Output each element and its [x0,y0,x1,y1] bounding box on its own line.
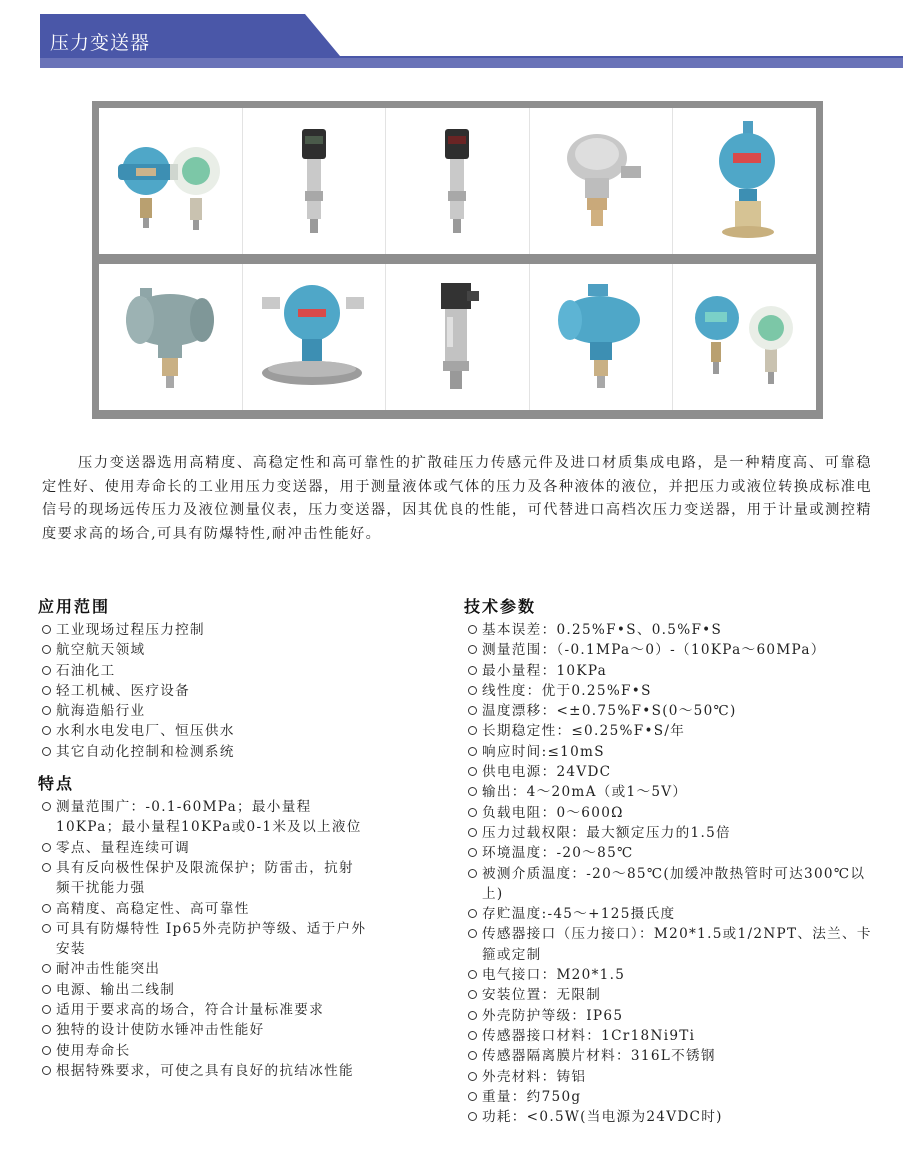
twin-transmitter-icon [110,126,230,236]
list-item: 电气接口：M20*1.5 [464,965,884,985]
product-image [673,108,816,254]
list-item: 压力过载权限：最大额定压力的1.5倍 [464,823,884,843]
list-item: 具有反向极性保护及限流保护；防雷击，抗射频干扰能力强 [38,858,368,899]
list-item: 零点、量程连续可调 [38,838,368,858]
specs-list [464,620,884,1127]
list-item: 独特的设计使防水锤冲击性能好 [38,1020,368,1040]
diaphragm-flange-transmitter-icon [254,277,374,397]
list-item: 高精度、高稳定性、高可靠性 [38,899,368,919]
list-item: 传感器接口（压力接口）：M20*1.5或1/2NPT、法兰、卡箍或定制 [464,924,884,965]
application-list [38,620,368,762]
list-item: 环境温度：-20～85℃ [464,843,884,863]
list-item: 供电电源：24VDC [464,762,884,782]
list-item: 存贮温度:-45～+125摄氏度 [464,904,884,924]
list-item: 水利水电发电厂、恒压供水 [38,721,368,741]
left-column [38,594,368,1081]
list-item: 石油化工 [38,661,368,681]
product-image [530,108,674,254]
compact-sensor-icon [284,121,344,241]
plug-connector-sensor-icon [417,277,497,397]
list-item: 测量范围：（-0.1MPa～0）-（10KPa～60MPa） [464,640,884,660]
list-item: 被测介质温度：-20～85℃(加缓冲散热管时可达300℃以上) [464,864,884,905]
list-item: 功耗：<0.5W(当电源为24VDC时) [464,1107,884,1127]
product-image [99,108,243,254]
product-image [386,264,530,410]
product-image [99,264,243,410]
list-item: 传感器隔离膜片材料：316L不锈钢 [464,1046,884,1066]
application-title: 应用范围 [38,597,111,616]
list-item: 输出：4～20mA（或1～5V） [464,782,884,802]
list-item: 温度漂移：<±0.75%F•S(0～50℃) [464,701,884,721]
list-item: 测量范围广：-0.1-60MPa；最小量程10KPa；最小量程10KPa或0-1米及以上液位 [38,797,368,838]
list-item: 外壳防护等级：IP65 [464,1006,884,1026]
gallery-row-1 [99,108,816,254]
list-item: 负载电阻：0～600Ω [464,803,884,823]
list-item: 安装位置：无限制 [464,985,884,1005]
specs-title: 技术参数 [464,597,537,616]
compact-sensor-icon [427,121,487,241]
list-item: 使用寿命长 [38,1041,368,1061]
product-image [386,108,530,254]
list-item: 响应时间:≤10mS [464,742,884,762]
gallery-row-2 [99,264,816,410]
list-item: 长期稳定性：≤0.25%F•S/年 [464,721,884,741]
features-list [38,797,368,1081]
list-item: 电源、输出二线制 [38,980,368,1000]
list-item: 传感器接口材料：1Cr18Ni9Ti [464,1026,884,1046]
product-image [530,264,674,410]
list-item: 基本误差：0.25%F•S、0.5%F•S [464,620,884,640]
list-item: 轻工机械、医疗设备 [38,681,368,701]
right-column [464,594,884,1127]
product-image [673,264,816,410]
list-item: 适用于要求高的场合，符合计量标准要求 [38,1000,368,1020]
junction-head-transmitter-icon [551,126,651,236]
list-item: 工业现场过程压力控制 [38,620,368,640]
list-item: 可具有防爆特性 Ip65外壳防护等级、适于户外安装 [38,919,368,960]
list-item: 最小量程：10KPa [464,661,884,681]
list-item: 外壳材料：铸铝 [464,1067,884,1087]
list-item: 重量：约750g [464,1087,884,1107]
flanged-transmitter-icon [695,119,795,244]
list-item: 其它自动化控制和检测系统 [38,742,368,762]
list-item: 线性度：优于0.25%F•S [464,681,884,701]
product-image [243,264,387,410]
header-banner [0,0,917,80]
features-title: 特点 [38,774,75,794]
list-item: 耐冲击性能突出 [38,959,368,979]
twin-transmitter-icon [685,282,805,392]
list-item: 根据特殊要求，可使之具有良好的抗结冰性能 [38,1061,368,1081]
page-title: 压力变送器 [50,32,151,54]
product-gallery [92,101,823,419]
intro-paragraph: 压力变送器选用高精度、高稳定性和高可靠性的扩散硅压力传感元件及进口材质集成电路，是一种精度高、可靠稳定性好、使用寿命长的工业用压力变送器，用于测量液体或气体的压力及各种液体的液位，并把压力或液位转换成标准电信号的现场远传压力及液位测量仪表，压力变送器，因其优良的性能，可代替进口高档次压力变送器，用于计量或测控精度要求高的场合,可具有防爆特性,耐冲击性能好。 [42,455,872,542]
list-item: 航空航天领域 [38,640,368,660]
product-image [243,108,387,254]
blue-housing-transmitter-icon [546,280,656,395]
list-item: 航海造船行业 [38,701,368,721]
gray-housing-transmitter-icon [110,280,230,395]
